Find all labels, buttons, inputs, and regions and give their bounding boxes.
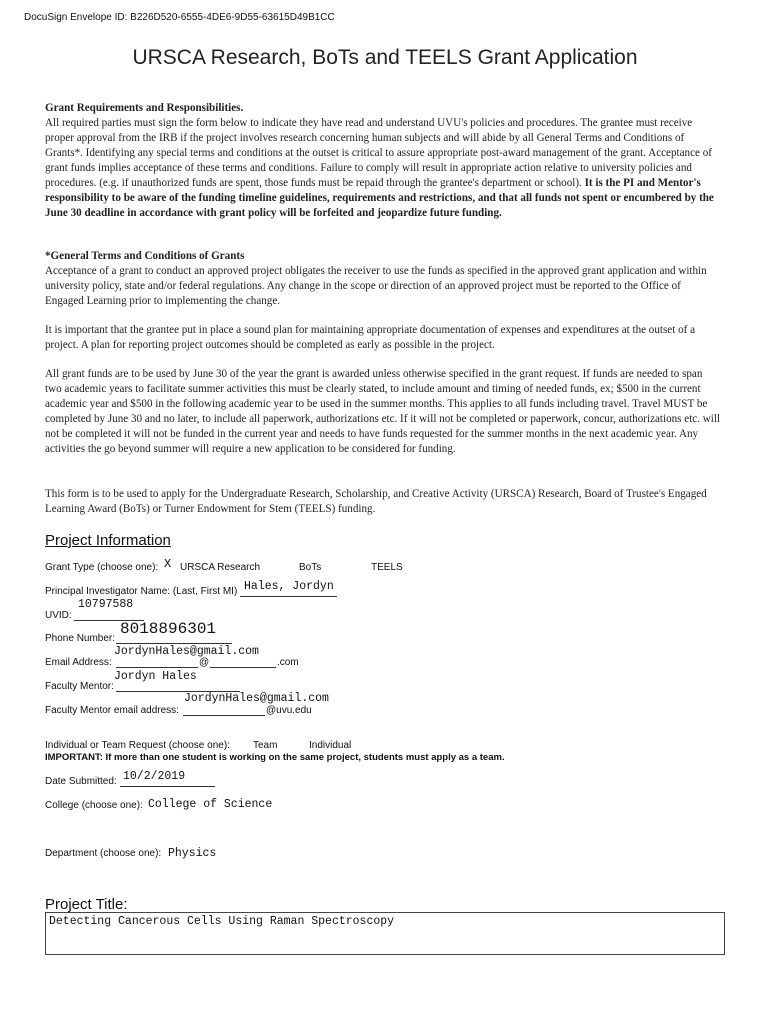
phone-label: Phone Number:: [45, 633, 116, 644]
email-field[interactable]: JordynHales@gmail.com: [114, 645, 259, 658]
email-line-user: [116, 657, 198, 668]
terms-paragraph-1: Acceptance of a grant to conduct an approved project obligates the receiver to use the funds as specified in the approved grant application and within university policy, state and/or federal regulations. Any change in the scope or direction of an approved project must be reported to the Office of Engaged Learning prior to implementing the change.: [45, 265, 707, 307]
email-suffix: .com: [277, 657, 299, 668]
faculty-mentor-email-field[interactable]: JordynHales@gmail.com: [184, 692, 329, 705]
grant-option-bots[interactable]: BoTs: [299, 562, 322, 573]
requirements-text: All required parties must sign the form below to indicate they have read and understand UVU's policies and procedures. The grantee must receive proper approval from the IRB if the project involves research concerning human subjects and will abide by all General Terms and Conditions of Grants*. Identifying any special terms and conditions at the outset is critical to assure appropriate post-award management of the grant. Acceptance of grant funds implies acceptance of these terms and conditions. Failure to comply will result in appropriate action relative to university policies and procedures. (e.g. if unauthorized funds are spent, those funds must be repaid through the grantee's department or school).: [45, 117, 712, 189]
uvid-field[interactable]: 10797588: [78, 598, 134, 611]
faculty-mentor-email-suffix: @uvu.edu: [266, 705, 312, 716]
email-at: @: [199, 657, 210, 668]
faculty-mentor-label: Faculty Mentor:: [45, 681, 114, 692]
college-label: College (choose one):: [45, 800, 143, 811]
terms-heading: *General Terms and Conditions of Grants: [45, 250, 245, 262]
request-type-label: Individual or Team Request (choose one):: [45, 740, 230, 751]
faculty-mentor-email-line: [183, 705, 265, 716]
team-important-note: IMPORTANT: If more than one student is working on the same project, students must apply as a team.: [45, 752, 505, 763]
pi-name-label: Principal Investigator Name: (Last, First MI): [45, 586, 238, 597]
request-option-individual[interactable]: Individual: [309, 740, 352, 751]
college-field[interactable]: College of Science: [148, 798, 273, 811]
project-info-heading: Project Information: [45, 532, 171, 549]
grant-option-ursca[interactable]: URSCA Research: [180, 562, 261, 573]
project-title-field[interactable]: Detecting Cancerous Cells Using Raman Spectroscopy: [49, 915, 395, 928]
department-label: Department (choose one):: [45, 848, 162, 859]
grant-type-label: Grant Type (choose one):: [45, 562, 159, 573]
date-submitted-label: Date Submitted:: [45, 776, 117, 787]
grant-type-checkmark: X: [164, 557, 172, 571]
email-line-domain: [210, 657, 276, 668]
email-label: Email Address:: [45, 657, 112, 668]
grant-option-teels[interactable]: TEELS: [371, 562, 403, 573]
date-submitted-field[interactable]: 10/2/2019: [123, 770, 186, 783]
terms-paragraph-2: It is important that the grantee put in place a sound plan for maintaining appropriate documentation of expenses and expenditures at the outset of a project. A plan for reporting project outcomes should be completed as early as possible in the project.: [45, 324, 696, 351]
docusign-envelope-id: DocuSign Envelope ID: B226D520-6555-4DE6-9D55-63615D49B1CC: [24, 12, 335, 23]
pi-name-field[interactable]: Hales, Jordyn: [244, 580, 334, 593]
project-title-heading: Project Title:: [45, 896, 128, 913]
project-title-box[interactable]: [45, 912, 725, 955]
phone-field[interactable]: 8018896301: [120, 620, 217, 638]
terms-section: [45, 249, 721, 309]
page-title: URSCA Research, BoTs and TEELS Grant Application: [132, 46, 638, 69]
requirements-heading: Grant Requirements and Responsibilities.: [45, 102, 244, 114]
faculty-mentor-field[interactable]: Jordyn Hales: [114, 670, 197, 683]
department-field[interactable]: Physics: [168, 847, 217, 860]
requirements-bold-text: It is the PI and Mentor's responsibility to be aware of the funding timeline guidelines, requirements and restrictions, and that all funds not spent or encumbered by the June 30 deadline in accordance with grant policy will be forfeited and jeopardize future funding.: [45, 177, 714, 219]
terms-paragraph-4: This form is to be used to apply for the Undergraduate Research, Scholarship, and Creative Activity (URSCA) Research, Board of Trustee's Engaged Learning Award (BoTs) or Turner Endowment for Stem (TEELS) funding.: [45, 488, 707, 515]
uvid-label: UVID:: [45, 610, 72, 621]
terms-paragraph-3: All grant funds are to be used by June 30 of the year the grant is awarded unless otherwise specified in the grant request. If funds are needed to span two academic years to facilitate summer activities this must be clearly stated, to include amount and timing of needed funds, ex; $500 in the current academic year and $500 in the following academic year to be used in the summer months. This applies to all funds including travel. Travel MUST be completed by June 30 and no later, to include all paperwork, authorizations etc. If it will not be completed or paperwork, concur, authorizations etc. will not be completed it will not be funded in the current year and needs to have funds requested for the summer months in the next academic year. Any activities the go beyond summer will require a new application to be considered for funding.: [45, 368, 721, 455]
requirements-section: [45, 101, 721, 221]
request-option-team[interactable]: Team: [253, 740, 278, 751]
faculty-mentor-email-label: Faculty Mentor email address:: [45, 705, 179, 716]
